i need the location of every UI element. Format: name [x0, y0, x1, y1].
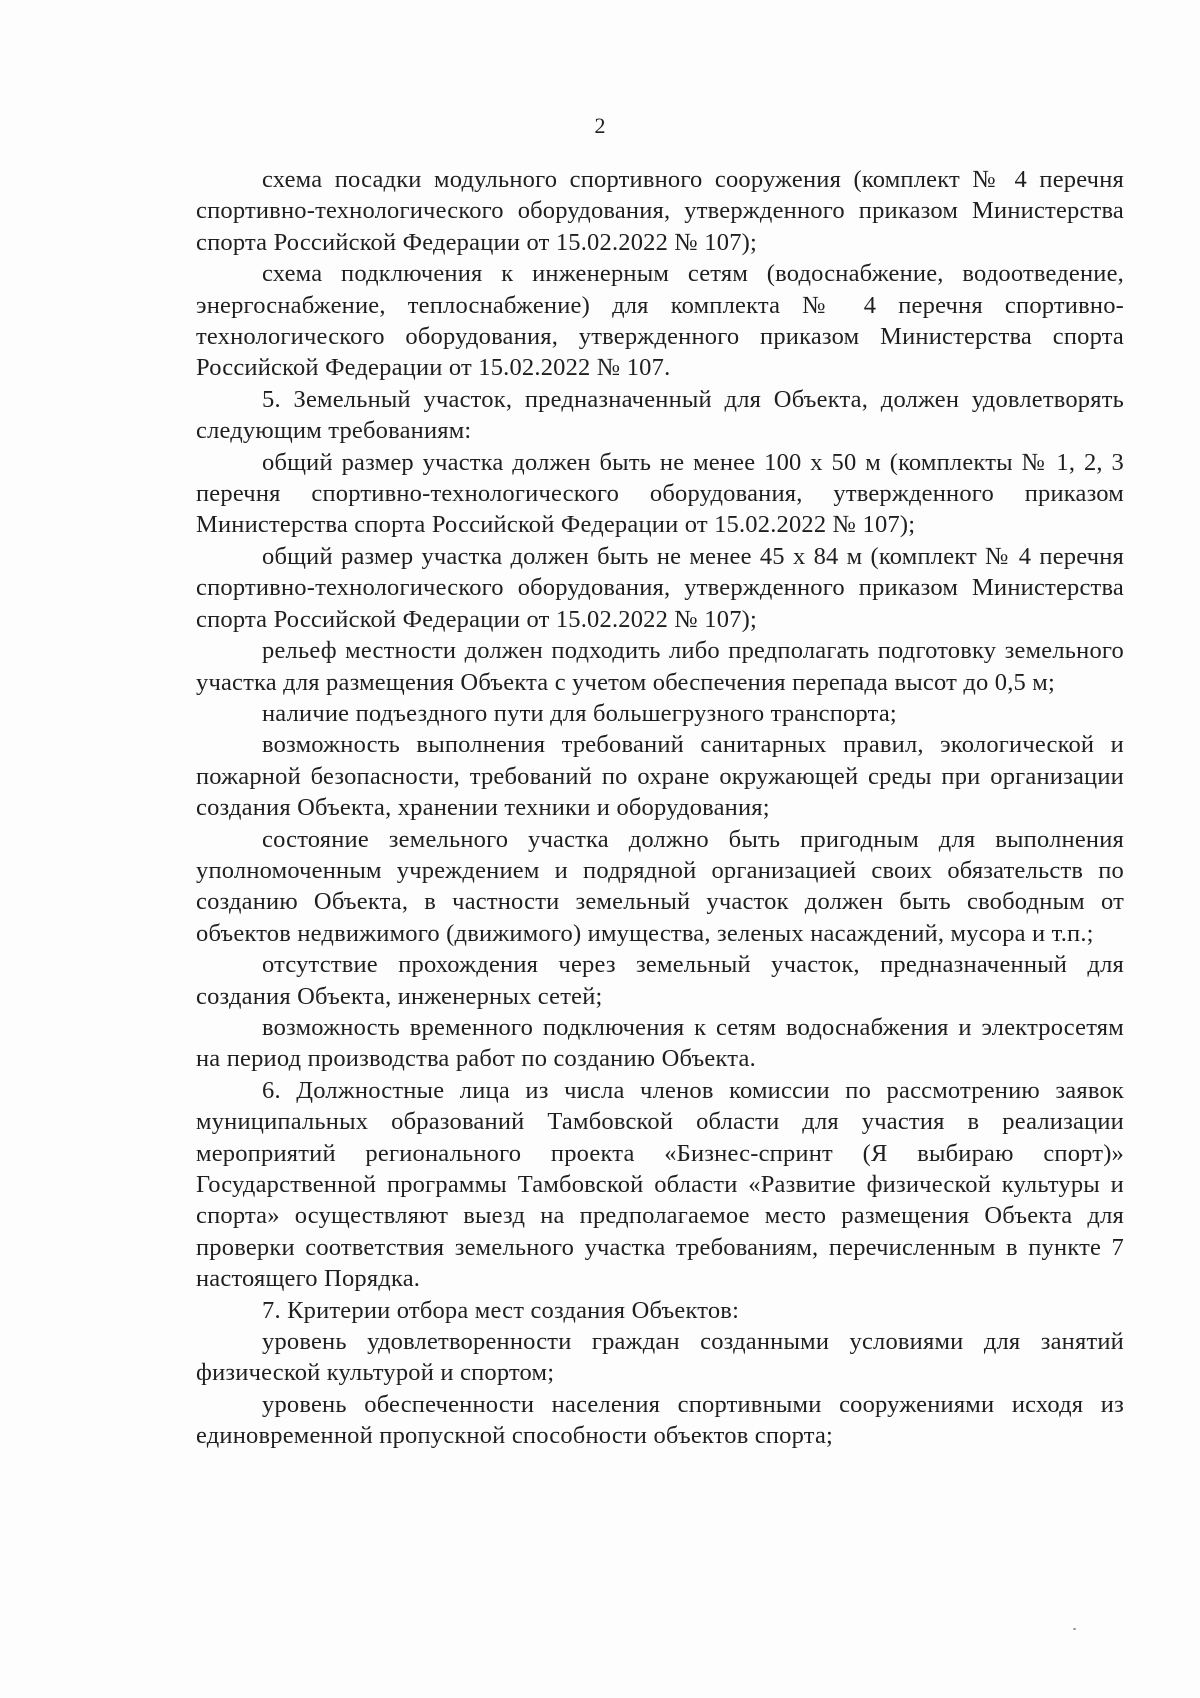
scan-speck: [1073, 1628, 1076, 1630]
paragraph-access-road: наличие подъездного пути для большегрузного транспорта;: [262, 699, 897, 727]
paragraph-no-utility-networks: отсутствие прохождения через земельный участок, предназначенный для создания Объекта, инженерных сетей;: [196, 951, 1124, 1010]
paragraph-item-6: 6. Должностные лица из числа членов комиссии по рассмотрению заявок муниципальных образований Тамбовской области для участия в реализации мероприятий регионального проекта «Бизнес-спринт (Я выбираю спорт)» Государственной программы Тамбовской области «Развитие физической культуры и спорта» осуществляют выезд на предполагаемое место размещения Объекта для проверки соответствия земельного участка требованиям, перечисленным в пункте 7 настоящего Порядка.: [196, 1076, 1124, 1293]
paragraph-provision-level: уровень обеспеченности населения спортивными сооружениями исходя из единовременной пропускной способности объектов спорта;: [196, 1390, 1124, 1450]
paragraph-item-7: 7. Критерии отбора мест создания Объектов:: [262, 1296, 740, 1324]
paragraph-sanitary-requirements: возможность выполнения требований санитарных правил, экологической и пожарной безопасности, требований по охране окружающей среды при организации создания Объекта, хранении техники и оборудования;: [196, 731, 1124, 822]
paragraph-terrain: рельеф местности должен подходить либо предполагать подготовку земельного участка для размещения Объекта с учетом обеспечения перепада высот до 0,5 м;: [196, 637, 1124, 696]
paragraph-site-layout-scheme: схема посадки модульного спортивного сооружения (комплект № 4 перечня спортивно-технологического оборудования, утвержденного приказом Министерства спорта Российской Федерации от 15.02.2022 № 107);: [196, 166, 1124, 256]
paragraph-item-5: 5. Земельный участок, предназначенный для Объекта, должен удовлетворять следующим требованиям:: [196, 385, 1124, 445]
page-number: 2: [594, 113, 606, 138]
paragraph-land-condition: состояние земельного участка должно быть пригодным для выполнения уполномоченным учреждением и подрядной организацией своих обязательств по созданию Объекта, в частности земельный участок должен быть свободным от объектов недвижимого (движимого) имущества, зеленых насаждений, мусора и т.п.;: [196, 825, 1124, 947]
paragraph-utilities-scheme: схема подключения к инженерным сетям (водоснабжение, водоотведение, энергоснабжение, теплоснабжение) для комплекта № 4 перечня спортивно-технологического оборудования, утвержденного приказом Министерства спорта Российской Федерации от 15.02.2022 № 107.: [196, 260, 1124, 382]
paragraph-size-100x50: общий размер участка должен быть не менее 100 х 50 м (комплекты № 1, 2, 3 перечня спортивно-технологического оборудования, утвержденного приказом Министерства спорта Российской Федерации от 15.02.2022 № 107);: [196, 448, 1124, 539]
paragraph-temporary-connection: возможность временного подключения к сетям водоснабжения и электросетям на период производства работ по созданию Объекта.: [196, 1013, 1124, 1073]
paragraph-satisfaction-level: уровень удовлетворенности граждан созданными условиями для занятий физической культурой и спортом;: [196, 1328, 1124, 1387]
document-body: [196, 164, 1124, 1452]
paragraph-size-45x84: общий размер участка должен быть не менее 45 х 84 м (комплект № 4 перечня спортивно-технологического оборудования, утвержденного приказом Министерства спорта Российской Федерации от 15.02.2022 № 107);: [196, 542, 1124, 633]
